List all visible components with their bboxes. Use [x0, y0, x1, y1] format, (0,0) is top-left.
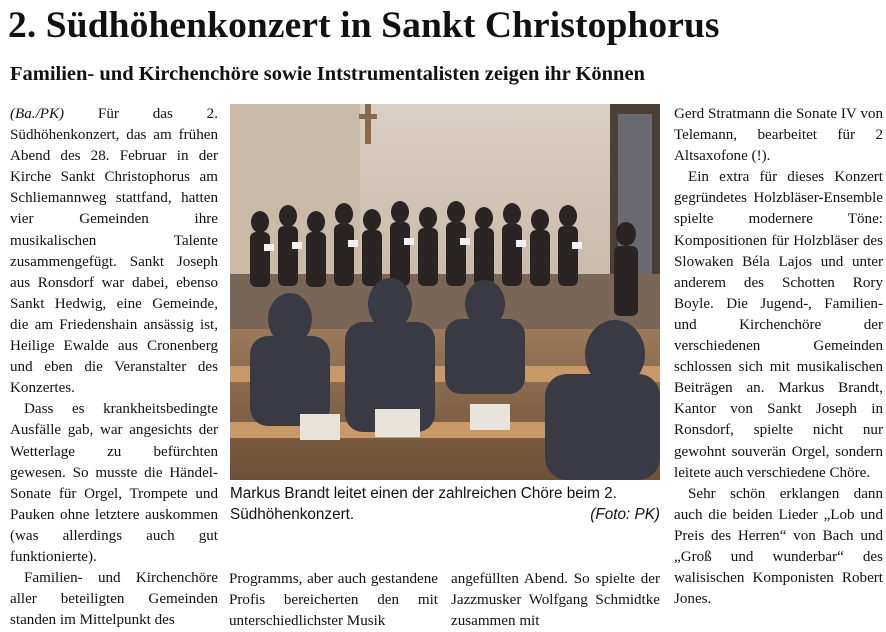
article-column-4 [674, 104, 883, 610]
paragraph: Programms, aber auch gestandene Profis bereicherten den mit unterschiedlichster Musik [229, 571, 438, 630]
paragraph-intro-text: Für das 2. Südhöhenkonzert, das am frühen Abend des 28. Februar in der Kirche Sankt Christophorus am Schliemannweg stattfand, hatten vier Gemeinden ihre musikalischen Talente zusammengefügt. Sankt Joseph aus Ronsdorf war dabei, ebenso Sankt Hedwig, eine Gemeinde, die am Friedenshain ansässig ist, Heilige Ewalde aus Cronenberg und eben die Veranstalter des Konzertes. [10, 106, 218, 397]
paragraph-intro [10, 104, 218, 399]
paragraph: Ein extra für dieses Konzert gegründetes Holzbläser-Ensemble spielte modernere Töne: Kompositionen für Holzbläser des Slowaken Béla Lajos und unter anderem des Schotten Rory Boyle. Die Jugend-, Familien- und Kirchenchöre der verschiedenen Gemeinden schlossen sich mit musikalischen Beiträgen an. Markus Brandt, Kantor von Sankt Joseph in Ronsdorf, spielte nicht nur gewohnt souverän Orgel, sondern leitete auch verschiedene Chöre. [674, 169, 883, 481]
caption-row [230, 505, 660, 526]
caption-line: Südhöhenkonzert. [230, 505, 355, 523]
paragraph: angefüllten Abend. So spielte der Jazzmusker Wolfgang Schmidtke zusammen mit [451, 571, 660, 630]
paragraph: Dass es krankheitsbedingte Ausfälle gab, war angesichts der Wetterlage zu befürchten gewesen. So musste die Händel-Sonate für Orgel, Trompete und Pauken ohne letztere auskommen (was allerdings auch gut funktionierte). [10, 401, 218, 565]
article-column-2 [229, 569, 438, 632]
headline: 2. Südhöhenkonzert in Sankt Christophorus [8, 5, 720, 46]
byline: (Ba./PK) [10, 106, 65, 122]
photo-credit: (Foto: PK) [590, 505, 660, 523]
choir-photo [230, 104, 660, 480]
subheadline: Familien- und Kirchenchöre sowie Intstrumentalisten zeigen ihr Können [10, 63, 645, 85]
photo-caption [230, 484, 660, 525]
paragraph: Gerd Stratmann die Sonate IV von Telemann, bearbeitet für 2 Altsaxofone (!). [674, 106, 883, 165]
article-column-1 [10, 104, 218, 631]
caption-line: Markus Brandt leitet einen der zahlreichen Chöre beim 2. [230, 485, 617, 502]
paragraph: Familien- und Kirchenchöre aller beteiligten Gemeinden standen im Mittelpunkt des [10, 570, 218, 629]
paragraph: Sehr schön erklangen dann auch die beiden Lieder „Lob und Preis des Herren“ von Bach und „Groß und wunderbar“ des walisischen Komponisten Robert Jones. [674, 485, 883, 608]
choir-photo-image [230, 104, 660, 480]
article-column-3 [451, 569, 660, 632]
